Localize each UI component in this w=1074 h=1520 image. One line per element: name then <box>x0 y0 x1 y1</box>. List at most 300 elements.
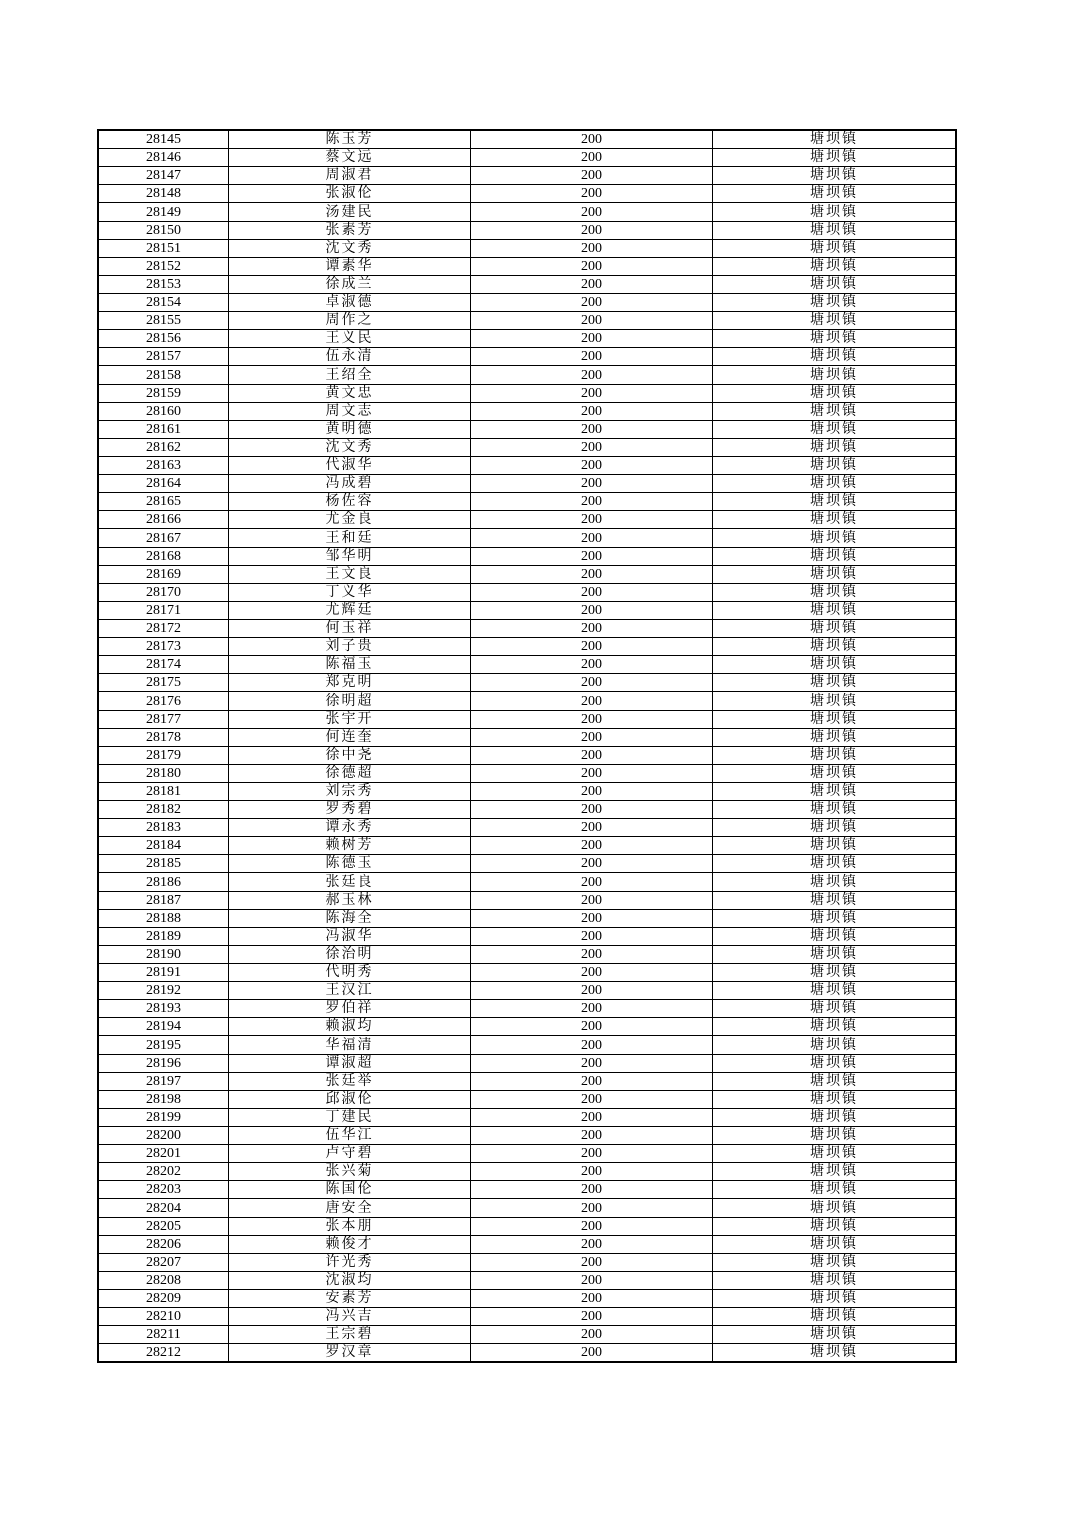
cell-person-name: 何连奎 <box>229 728 471 746</box>
cell-person-name: 徐明超 <box>229 692 471 710</box>
cell-person-name: 谭素华 <box>229 257 471 275</box>
cell-amount: 200 <box>471 801 713 819</box>
cell-town: 塘坝镇 <box>713 547 957 565</box>
cell-amount: 200 <box>471 891 713 909</box>
cell-town: 塘坝镇 <box>713 529 957 547</box>
cell-serial-number: 28154 <box>98 293 229 311</box>
cell-serial-number: 28205 <box>98 1217 229 1235</box>
cell-serial-number: 28161 <box>98 420 229 438</box>
table-row <box>98 656 956 674</box>
cell-town: 塘坝镇 <box>713 964 957 982</box>
table-row <box>98 293 956 311</box>
cell-amount: 200 <box>471 565 713 583</box>
cell-person-name: 黄文忠 <box>229 384 471 402</box>
roster-table <box>97 129 957 1363</box>
cell-serial-number: 28184 <box>98 837 229 855</box>
table-row <box>98 638 956 656</box>
cell-town: 塘坝镇 <box>713 945 957 963</box>
table-row <box>98 167 956 185</box>
cell-serial-number: 28207 <box>98 1253 229 1271</box>
cell-amount: 200 <box>471 1290 713 1308</box>
table-row <box>98 764 956 782</box>
cell-person-name: 伍永清 <box>229 348 471 366</box>
cell-town: 塘坝镇 <box>713 348 957 366</box>
cell-serial-number: 28189 <box>98 927 229 945</box>
table-row <box>98 746 956 764</box>
cell-town: 塘坝镇 <box>713 1090 957 1108</box>
cell-amount: 200 <box>471 909 713 927</box>
cell-serial-number: 28157 <box>98 348 229 366</box>
cell-serial-number: 28183 <box>98 819 229 837</box>
cell-town: 塘坝镇 <box>713 927 957 945</box>
cell-town: 塘坝镇 <box>713 583 957 601</box>
cell-serial-number: 28159 <box>98 384 229 402</box>
cell-person-name: 许光秀 <box>229 1253 471 1271</box>
table-row <box>98 1036 956 1054</box>
cell-serial-number: 28182 <box>98 801 229 819</box>
cell-town: 塘坝镇 <box>713 438 957 456</box>
cell-amount: 200 <box>471 475 713 493</box>
cell-serial-number: 28178 <box>98 728 229 746</box>
cell-amount: 200 <box>471 1344 713 1363</box>
table-row <box>98 130 956 149</box>
cell-town: 塘坝镇 <box>713 1308 957 1326</box>
cell-amount: 200 <box>471 1054 713 1072</box>
cell-person-name: 汤建民 <box>229 203 471 221</box>
cell-person-name: 徐成兰 <box>229 275 471 293</box>
table-row <box>98 873 956 891</box>
table-row <box>98 964 956 982</box>
cell-person-name: 华福清 <box>229 1036 471 1054</box>
cell-town: 塘坝镇 <box>713 1290 957 1308</box>
table-row <box>98 1127 956 1145</box>
cell-person-name: 丁建民 <box>229 1108 471 1126</box>
table-row <box>98 782 956 800</box>
cell-person-name: 唐安全 <box>229 1199 471 1217</box>
cell-person-name: 周淑君 <box>229 167 471 185</box>
cell-town: 塘坝镇 <box>713 1054 957 1072</box>
cell-amount: 200 <box>471 221 713 239</box>
cell-person-name: 罗秀碧 <box>229 801 471 819</box>
cell-town: 塘坝镇 <box>713 764 957 782</box>
cell-town: 塘坝镇 <box>713 855 957 873</box>
table-row <box>98 438 956 456</box>
cell-amount: 200 <box>471 511 713 529</box>
table-row <box>98 1018 956 1036</box>
cell-person-name: 张本朋 <box>229 1217 471 1235</box>
table-row <box>98 819 956 837</box>
cell-serial-number: 28181 <box>98 782 229 800</box>
cell-person-name: 谭永秀 <box>229 819 471 837</box>
cell-person-name: 王宗碧 <box>229 1326 471 1344</box>
table-row <box>98 366 956 384</box>
cell-person-name: 张宇开 <box>229 710 471 728</box>
cell-amount: 200 <box>471 819 713 837</box>
table-row <box>98 456 956 474</box>
cell-person-name: 赖淑均 <box>229 1018 471 1036</box>
cell-amount: 200 <box>471 438 713 456</box>
cell-town: 塘坝镇 <box>713 149 957 167</box>
cell-amount: 200 <box>471 167 713 185</box>
cell-person-name: 卢守碧 <box>229 1145 471 1163</box>
cell-town: 塘坝镇 <box>713 1145 957 1163</box>
cell-town: 塘坝镇 <box>713 130 957 149</box>
cell-amount: 200 <box>471 1072 713 1090</box>
cell-person-name: 尤金良 <box>229 511 471 529</box>
table-row <box>98 927 956 945</box>
cell-town: 塘坝镇 <box>713 1000 957 1018</box>
cell-person-name: 蔡文远 <box>229 149 471 167</box>
cell-person-name: 陈玉芳 <box>229 130 471 149</box>
cell-amount: 200 <box>471 764 713 782</box>
cell-person-name: 罗伯祥 <box>229 1000 471 1018</box>
cell-town: 塘坝镇 <box>713 1235 957 1253</box>
cell-town: 塘坝镇 <box>713 312 957 330</box>
cell-town: 塘坝镇 <box>713 257 957 275</box>
table-row <box>98 149 956 167</box>
cell-person-name: 冯成碧 <box>229 475 471 493</box>
cell-serial-number: 28179 <box>98 746 229 764</box>
table-row <box>98 1199 956 1217</box>
cell-amount: 200 <box>471 656 713 674</box>
cell-amount: 200 <box>471 855 713 873</box>
cell-serial-number: 28172 <box>98 619 229 637</box>
cell-serial-number: 28148 <box>98 185 229 203</box>
cell-amount: 200 <box>471 1199 713 1217</box>
cell-person-name: 张淑伦 <box>229 185 471 203</box>
cell-serial-number: 28180 <box>98 764 229 782</box>
cell-town: 塘坝镇 <box>713 656 957 674</box>
cell-amount: 200 <box>471 529 713 547</box>
cell-serial-number: 28191 <box>98 964 229 982</box>
table-row <box>98 511 956 529</box>
cell-amount: 200 <box>471 402 713 420</box>
table-row <box>98 493 956 511</box>
cell-serial-number: 28173 <box>98 638 229 656</box>
table-row <box>98 1054 956 1072</box>
cell-amount: 200 <box>471 1090 713 1108</box>
cell-town: 塘坝镇 <box>713 402 957 420</box>
cell-town: 塘坝镇 <box>713 1326 957 1344</box>
cell-amount: 200 <box>471 873 713 891</box>
cell-amount: 200 <box>471 130 713 149</box>
cell-town: 塘坝镇 <box>713 1253 957 1271</box>
cell-serial-number: 28171 <box>98 601 229 619</box>
cell-amount: 200 <box>471 1308 713 1326</box>
table-row <box>98 601 956 619</box>
cell-town: 塘坝镇 <box>713 728 957 746</box>
cell-person-name: 王汉江 <box>229 982 471 1000</box>
cell-amount: 200 <box>471 456 713 474</box>
cell-person-name: 郝玉林 <box>229 891 471 909</box>
cell-town: 塘坝镇 <box>713 203 957 221</box>
cell-person-name: 代明秀 <box>229 964 471 982</box>
cell-person-name: 郑克明 <box>229 674 471 692</box>
table-row <box>98 1235 956 1253</box>
cell-person-name: 冯淑华 <box>229 927 471 945</box>
cell-town: 塘坝镇 <box>713 493 957 511</box>
cell-serial-number: 28176 <box>98 692 229 710</box>
table-row <box>98 692 956 710</box>
cell-amount: 200 <box>471 619 713 637</box>
cell-person-name: 周作之 <box>229 312 471 330</box>
cell-serial-number: 28153 <box>98 275 229 293</box>
cell-person-name: 罗汉章 <box>229 1344 471 1363</box>
cell-amount: 200 <box>471 1145 713 1163</box>
cell-person-name: 徐治明 <box>229 945 471 963</box>
cell-person-name: 卓淑德 <box>229 293 471 311</box>
cell-serial-number: 28160 <box>98 402 229 420</box>
cell-person-name: 徐中尧 <box>229 746 471 764</box>
cell-serial-number: 28202 <box>98 1163 229 1181</box>
cell-serial-number: 28145 <box>98 130 229 149</box>
cell-serial-number: 28193 <box>98 1000 229 1018</box>
cell-town: 塘坝镇 <box>713 601 957 619</box>
cell-serial-number: 28175 <box>98 674 229 692</box>
cell-amount: 200 <box>471 982 713 1000</box>
table-row <box>98 185 956 203</box>
cell-person-name: 邱淑伦 <box>229 1090 471 1108</box>
table-row <box>98 710 956 728</box>
cell-amount: 200 <box>471 366 713 384</box>
cell-town: 塘坝镇 <box>713 475 957 493</box>
cell-amount: 200 <box>471 1036 713 1054</box>
cell-serial-number: 28177 <box>98 710 229 728</box>
table-row <box>98 420 956 438</box>
cell-town: 塘坝镇 <box>713 1199 957 1217</box>
cell-person-name: 赖俊才 <box>229 1235 471 1253</box>
cell-amount: 200 <box>471 746 713 764</box>
cell-town: 塘坝镇 <box>713 801 957 819</box>
table-row <box>98 221 956 239</box>
cell-person-name: 丁义华 <box>229 583 471 601</box>
cell-serial-number: 28169 <box>98 565 229 583</box>
cell-amount: 200 <box>471 638 713 656</box>
table-row <box>98 1000 956 1018</box>
cell-amount: 200 <box>471 348 713 366</box>
table-row <box>98 1090 956 1108</box>
cell-serial-number: 28167 <box>98 529 229 547</box>
cell-amount: 200 <box>471 239 713 257</box>
cell-amount: 200 <box>471 493 713 511</box>
cell-serial-number: 28185 <box>98 855 229 873</box>
table-row <box>98 275 956 293</box>
table-row <box>98 312 956 330</box>
cell-town: 塘坝镇 <box>713 982 957 1000</box>
cell-serial-number: 28146 <box>98 149 229 167</box>
cell-town: 塘坝镇 <box>713 1036 957 1054</box>
cell-serial-number: 28186 <box>98 873 229 891</box>
cell-person-name: 赖树芳 <box>229 837 471 855</box>
cell-serial-number: 28188 <box>98 909 229 927</box>
cell-person-name: 邹华明 <box>229 547 471 565</box>
cell-serial-number: 28149 <box>98 203 229 221</box>
roster-table-container <box>97 129 956 1363</box>
cell-town: 塘坝镇 <box>713 1163 957 1181</box>
cell-person-name: 张廷良 <box>229 873 471 891</box>
table-row <box>98 1290 956 1308</box>
cell-amount: 200 <box>471 185 713 203</box>
cell-town: 塘坝镇 <box>713 1072 957 1090</box>
table-row <box>98 1271 956 1289</box>
table-row <box>98 1181 956 1199</box>
cell-serial-number: 28166 <box>98 511 229 529</box>
table-row <box>98 529 956 547</box>
cell-person-name: 刘宗秀 <box>229 782 471 800</box>
cell-amount: 200 <box>471 601 713 619</box>
cell-amount: 200 <box>471 692 713 710</box>
cell-person-name: 陈国伦 <box>229 1181 471 1199</box>
cell-amount: 200 <box>471 1018 713 1036</box>
cell-town: 塘坝镇 <box>713 293 957 311</box>
cell-person-name: 张素芳 <box>229 221 471 239</box>
cell-person-name: 王和廷 <box>229 529 471 547</box>
cell-person-name: 沈文秀 <box>229 239 471 257</box>
cell-person-name: 黄明德 <box>229 420 471 438</box>
cell-amount: 200 <box>471 927 713 945</box>
table-row <box>98 801 956 819</box>
table-row <box>98 547 956 565</box>
cell-amount: 200 <box>471 728 713 746</box>
cell-amount: 200 <box>471 1108 713 1126</box>
cell-serial-number: 28196 <box>98 1054 229 1072</box>
cell-person-name: 王绍全 <box>229 366 471 384</box>
cell-serial-number: 28201 <box>98 1145 229 1163</box>
cell-serial-number: 28192 <box>98 982 229 1000</box>
cell-amount: 200 <box>471 1271 713 1289</box>
cell-person-name: 代淑华 <box>229 456 471 474</box>
cell-town: 塘坝镇 <box>713 366 957 384</box>
cell-town: 塘坝镇 <box>713 1271 957 1289</box>
table-row <box>98 1344 956 1363</box>
table-row <box>98 674 956 692</box>
cell-serial-number: 28170 <box>98 583 229 601</box>
cell-serial-number: 28151 <box>98 239 229 257</box>
table-row <box>98 402 956 420</box>
table-row <box>98 1217 956 1235</box>
cell-serial-number: 28150 <box>98 221 229 239</box>
cell-town: 塘坝镇 <box>713 837 957 855</box>
table-row <box>98 909 956 927</box>
cell-serial-number: 28158 <box>98 366 229 384</box>
cell-person-name: 王义民 <box>229 330 471 348</box>
cell-person-name: 伍华江 <box>229 1127 471 1145</box>
cell-town: 塘坝镇 <box>713 185 957 203</box>
cell-serial-number: 28155 <box>98 312 229 330</box>
table-row <box>98 1308 956 1326</box>
cell-amount: 200 <box>471 293 713 311</box>
cell-serial-number: 28195 <box>98 1036 229 1054</box>
cell-amount: 200 <box>471 837 713 855</box>
cell-amount: 200 <box>471 1163 713 1181</box>
cell-person-name: 陈福玉 <box>229 656 471 674</box>
cell-serial-number: 28168 <box>98 547 229 565</box>
cell-town: 塘坝镇 <box>713 167 957 185</box>
table-row <box>98 837 956 855</box>
cell-serial-number: 28187 <box>98 891 229 909</box>
cell-town: 塘坝镇 <box>713 420 957 438</box>
cell-serial-number: 28162 <box>98 438 229 456</box>
cell-town: 塘坝镇 <box>713 1344 957 1363</box>
table-row <box>98 619 956 637</box>
cell-serial-number: 28203 <box>98 1181 229 1199</box>
cell-person-name: 刘子贵 <box>229 638 471 656</box>
cell-town: 塘坝镇 <box>713 891 957 909</box>
table-row <box>98 982 956 1000</box>
roster-table-body <box>98 130 956 1362</box>
cell-amount: 200 <box>471 330 713 348</box>
cell-amount: 200 <box>471 547 713 565</box>
cell-serial-number: 28156 <box>98 330 229 348</box>
cell-amount: 200 <box>471 149 713 167</box>
cell-person-name: 徐德超 <box>229 764 471 782</box>
table-row <box>98 1108 956 1126</box>
table-row <box>98 583 956 601</box>
cell-amount: 200 <box>471 945 713 963</box>
cell-amount: 200 <box>471 1217 713 1235</box>
table-row <box>98 1253 956 1271</box>
cell-serial-number: 28204 <box>98 1199 229 1217</box>
cell-amount: 200 <box>471 420 713 438</box>
cell-serial-number: 28206 <box>98 1235 229 1253</box>
cell-amount: 200 <box>471 257 713 275</box>
cell-town: 塘坝镇 <box>713 746 957 764</box>
cell-serial-number: 28163 <box>98 456 229 474</box>
table-row <box>98 203 956 221</box>
cell-town: 塘坝镇 <box>713 1127 957 1145</box>
cell-town: 塘坝镇 <box>713 565 957 583</box>
cell-serial-number: 28190 <box>98 945 229 963</box>
cell-town: 塘坝镇 <box>713 511 957 529</box>
cell-serial-number: 28147 <box>98 167 229 185</box>
cell-person-name: 沈淑均 <box>229 1271 471 1289</box>
cell-serial-number: 28197 <box>98 1072 229 1090</box>
cell-town: 塘坝镇 <box>713 221 957 239</box>
cell-person-name: 冯兴吉 <box>229 1308 471 1326</box>
cell-serial-number: 28194 <box>98 1018 229 1036</box>
table-row <box>98 239 956 257</box>
table-row <box>98 257 956 275</box>
cell-person-name: 安素芳 <box>229 1290 471 1308</box>
cell-town: 塘坝镇 <box>713 1108 957 1126</box>
cell-person-name: 张廷举 <box>229 1072 471 1090</box>
cell-town: 塘坝镇 <box>713 456 957 474</box>
cell-person-name: 沈文秀 <box>229 438 471 456</box>
table-row <box>98 348 956 366</box>
cell-town: 塘坝镇 <box>713 239 957 257</box>
cell-town: 塘坝镇 <box>713 782 957 800</box>
cell-town: 塘坝镇 <box>713 384 957 402</box>
cell-person-name: 周文志 <box>229 402 471 420</box>
cell-person-name: 张兴菊 <box>229 1163 471 1181</box>
cell-serial-number: 28152 <box>98 257 229 275</box>
cell-amount: 200 <box>471 583 713 601</box>
cell-person-name: 尤辉廷 <box>229 601 471 619</box>
cell-serial-number: 28199 <box>98 1108 229 1126</box>
table-row <box>98 891 956 909</box>
cell-amount: 200 <box>471 1235 713 1253</box>
cell-serial-number: 28198 <box>98 1090 229 1108</box>
cell-serial-number: 28211 <box>98 1326 229 1344</box>
cell-serial-number: 28208 <box>98 1271 229 1289</box>
cell-town: 塘坝镇 <box>713 1217 957 1235</box>
table-row <box>98 330 956 348</box>
cell-town: 塘坝镇 <box>713 330 957 348</box>
cell-amount: 200 <box>471 1181 713 1199</box>
cell-serial-number: 28209 <box>98 1290 229 1308</box>
cell-person-name: 谭淑超 <box>229 1054 471 1072</box>
cell-town: 塘坝镇 <box>713 692 957 710</box>
